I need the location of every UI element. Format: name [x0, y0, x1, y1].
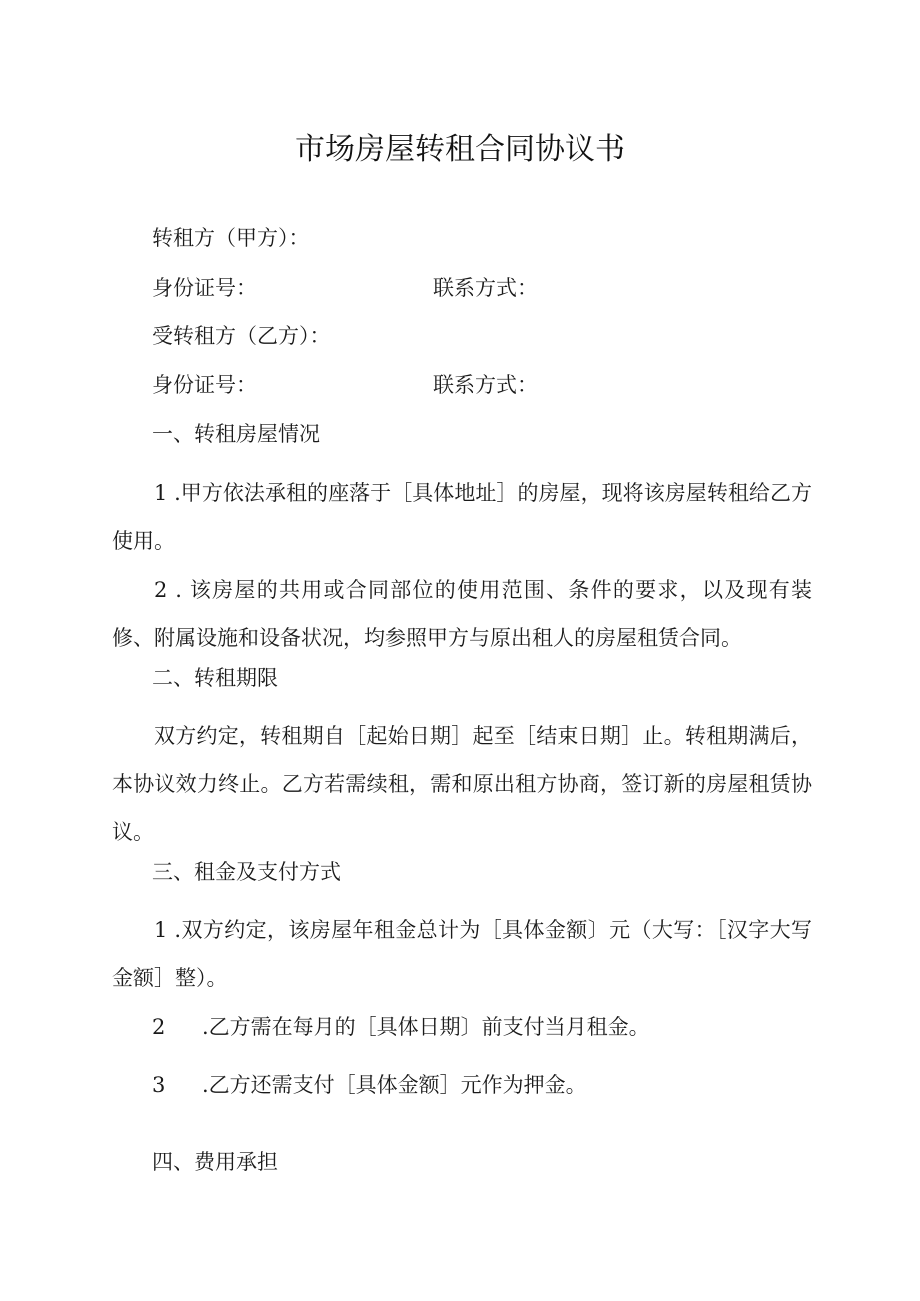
section-4-heading: 四、费用承担: [152, 1150, 278, 1174]
party-b-id-label: 身份证号：: [152, 373, 257, 397]
party-a-contact-label: 联系方式：: [433, 276, 538, 300]
party-b-contact-label: 联系方式：: [433, 373, 538, 397]
party-b-label: 受转租方（乙方）：: [152, 324, 331, 348]
section-1-paragraph-2: 2 . 该房屋的共用或合同部位的使用范围、条件的要求，以及现有装修、附属设施和设备状况，均参照甲方与原出租人的房屋租赁合同。: [112, 578, 812, 650]
party-a-id-label: 身份证号：: [152, 276, 257, 300]
section-3-item-3-text: .乙方还需支付［具体金额］元作为押金。: [202, 1073, 587, 1097]
section-3-item-2-number: 2: [152, 1015, 166, 1039]
section-2-paragraph-1: 双方约定，转租期自［起始日期］起至［结束日期］止。转租期满后，本协议效力终止。乙方若需续租，需和原出租方协商，签订新的房屋租赁协议。: [112, 724, 812, 844]
section-1-heading: 一、转租房屋情况: [152, 422, 320, 446]
section-3-item-2-text: .乙方需在每月的［具体日期〕前支付当月租金。: [202, 1015, 650, 1039]
section-2-heading: 二、转租期限: [152, 666, 278, 690]
section-3-paragraph-1: 1 .双方约定，该房屋年租金总计为［具体金额〕元（大写：［汉字大写金额］整）。: [112, 918, 812, 990]
party-a-label: 转租方（甲方）：: [152, 226, 310, 250]
section-1-paragraph-1: 1 .甲方依法承租的座落于［具体地址］的房屋，现将该房屋转租给乙方使用。: [112, 481, 812, 553]
section-3-item-3-number: 3: [152, 1073, 166, 1097]
document-title: 市场房屋转租合同协议书: [295, 132, 625, 167]
section-3-heading: 三、租金及支付方式: [152, 860, 341, 884]
